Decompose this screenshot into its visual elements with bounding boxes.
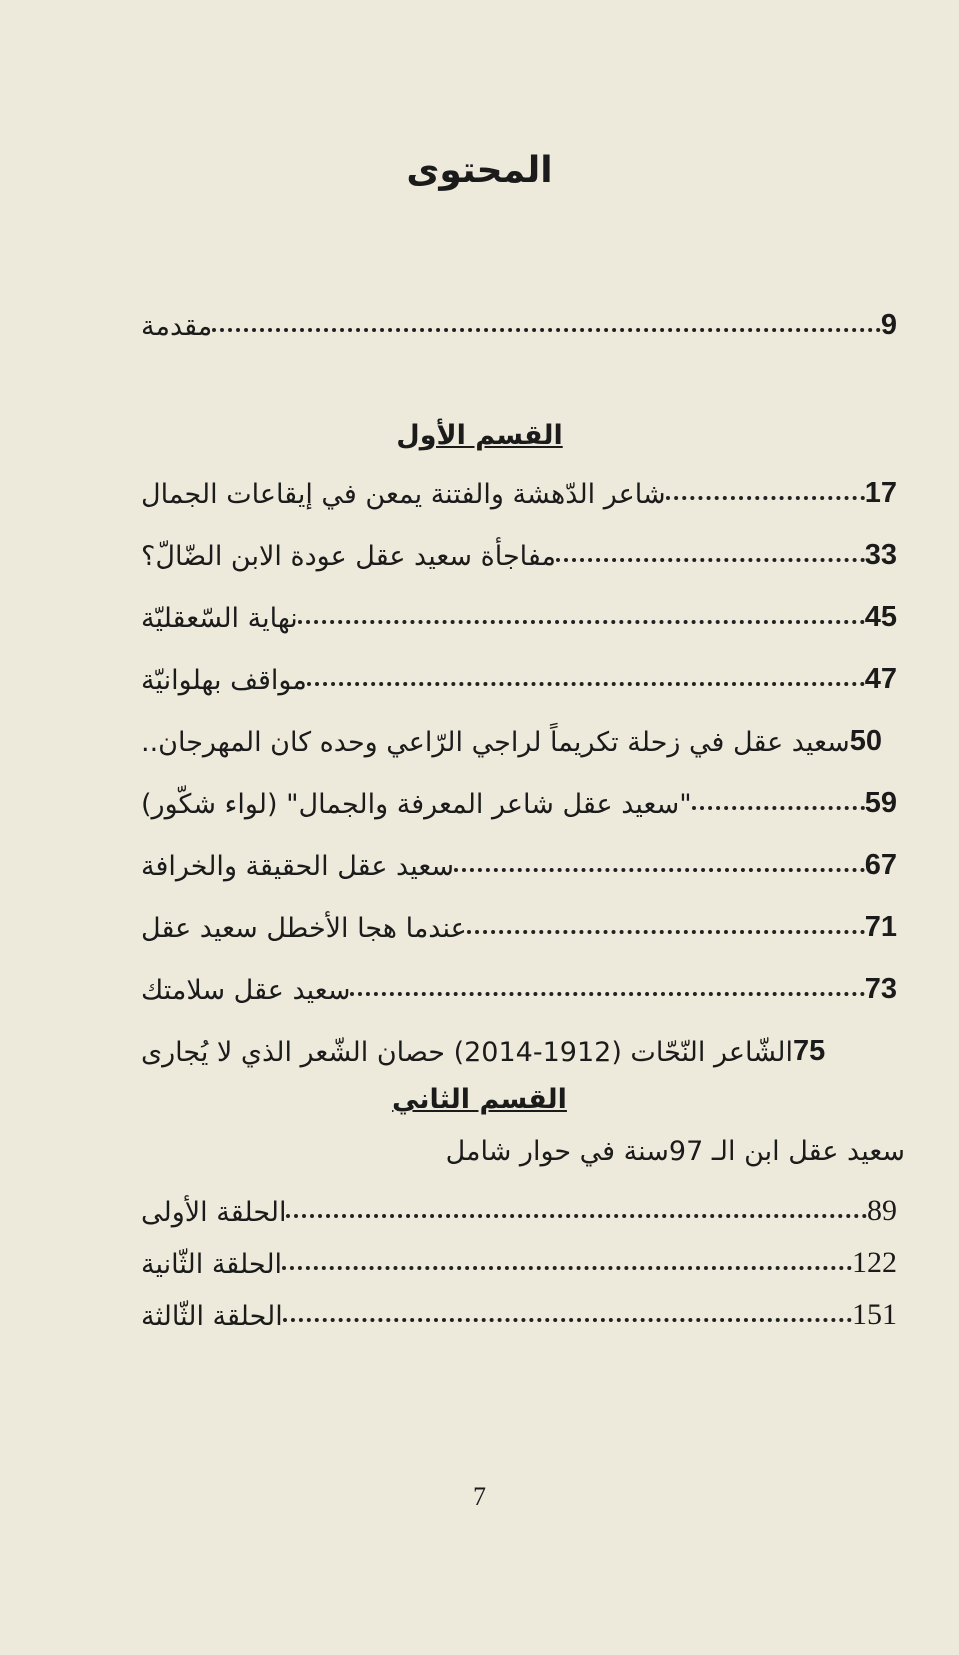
toc-entry <box>135 1236 905 1280</box>
toc-entry <box>135 1024 905 1068</box>
toc-entry-label: الحلقة الثّالثة <box>141 1301 283 1332</box>
toc-entry-page: 59 <box>864 787 897 819</box>
toc-entry-label: سعيد عقل سلامتك <box>141 975 351 1006</box>
toc-entry-page: 67 <box>864 849 897 881</box>
toc-entry-page: 151 <box>852 1298 897 1331</box>
toc-entry <box>135 652 905 696</box>
toc-entry-label: الحلقة الثّانية <box>141 1249 283 1280</box>
toc-entry-label: مقدمة <box>141 311 213 342</box>
dot-leader <box>283 1318 852 1322</box>
toc-entry <box>135 838 905 882</box>
toc-entry-page: 89 <box>867 1194 897 1227</box>
toc-entry <box>135 962 905 1006</box>
toc-entry <box>135 776 905 820</box>
dot-leader <box>454 868 865 872</box>
page-title: المحتوى <box>406 150 553 191</box>
toc-entry-page: 73 <box>864 973 897 1005</box>
toc-entry-page: 71 <box>864 911 897 943</box>
toc-entry-label: مواقف بهلوانيّة <box>141 665 307 696</box>
toc-entry <box>135 900 905 944</box>
dot-leader <box>307 682 865 686</box>
dot-leader <box>556 558 865 562</box>
dot-leader <box>282 1266 852 1270</box>
toc-entry-label: سعيد عقل في زحلة تكريماً لراجي الرّاعي وحده كان المهرجان.. <box>141 727 850 758</box>
dot-leader <box>298 620 865 624</box>
toc-entry <box>135 1184 905 1228</box>
dot-leader <box>467 930 865 934</box>
toc-entry-page: 17 <box>864 477 897 509</box>
toc-entry-page: 50 <box>849 725 883 757</box>
toc-entry-label: شاعر الدّهشة والفتنة يمعن في إيقاعات الجمال <box>141 479 666 510</box>
dot-leader <box>692 806 865 810</box>
section-heading-part-one: القسم الأول <box>396 420 563 451</box>
dot-leader <box>666 496 865 500</box>
toc-entry-page: 33 <box>864 539 897 571</box>
toc-entry <box>135 714 905 758</box>
toc-entry-page: 122 <box>852 1246 897 1279</box>
toc-entry-label: مفاجأة سعيد عقل عودة الابن الضّالّ؟ <box>141 541 557 572</box>
toc-entry <box>135 1288 905 1332</box>
toc-entry-label: الحلقة الأولى <box>141 1197 287 1228</box>
toc-entry-label: نهاية السّعقليّة <box>141 603 298 634</box>
toc-entry-label: سعيد عقل الحقيقة والخرافة <box>141 851 455 882</box>
toc-entry-label: الشّاعر النّحّات (1912-2014) حصان الشّعر الذي لا يُجارى <box>141 1037 794 1068</box>
part-two-intro: سعيد عقل ابن الـ 97سنة في حوار شامل <box>445 1136 905 1167</box>
dot-leader <box>212 328 881 332</box>
toc-entry-page: 75 <box>793 1035 826 1067</box>
toc-entry-intro <box>135 298 905 342</box>
page-number: 7 <box>473 1482 486 1511</box>
toc-entry <box>135 528 905 572</box>
toc-entry <box>135 590 905 634</box>
toc-entry-page: 45 <box>864 601 897 633</box>
toc-entry-label: عندما هجا الأخطل سعيد عقل <box>141 913 467 944</box>
toc-entry-label: "سعيد عقل شاعر المعرفة والجمال" (لواء شكّور) <box>141 789 692 820</box>
toc-entry-page: 9 <box>880 309 897 341</box>
toc-entry <box>135 466 905 510</box>
section-heading-part-two: القسم الثاني <box>392 1084 567 1115</box>
toc-entry-page: 47 <box>864 663 897 695</box>
dot-leader <box>286 1214 867 1218</box>
dot-leader <box>350 992 864 996</box>
